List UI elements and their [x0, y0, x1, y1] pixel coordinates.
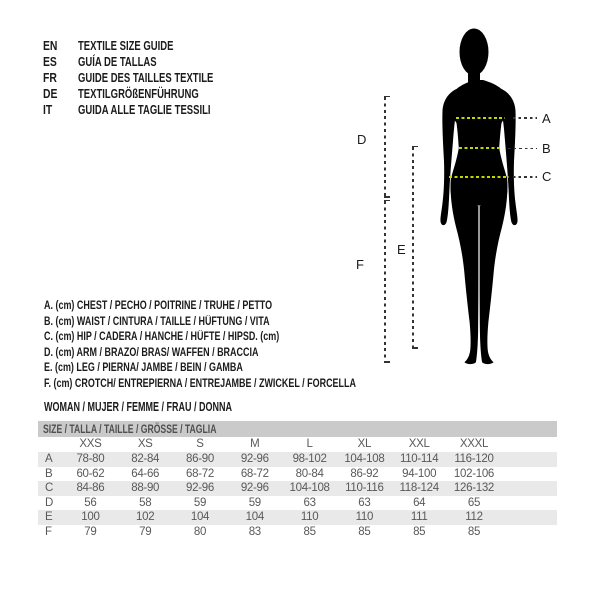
language-line: [43, 86, 363, 102]
table-cell: 92-96: [186, 482, 214, 495]
woman-silhouette-image: [435, 26, 530, 365]
table-cell: 82-84: [131, 453, 160, 465]
table-cell: 65: [467, 496, 481, 509]
table-cell: 85: [413, 525, 426, 538]
table-cell: 110: [300, 511, 319, 524]
language-code: IT: [43, 102, 53, 117]
table-cell: 86-90: [186, 453, 214, 465]
marker-label-e: E: [397, 242, 406, 257]
table-row: [38, 510, 557, 525]
size-column-header: XL: [357, 438, 372, 450]
table-cell: 68-72: [186, 467, 214, 480]
marker-label-c: C: [542, 169, 552, 184]
size-column-header: L: [306, 438, 313, 450]
table-cell: 68-72: [240, 467, 269, 480]
chest-measure-line: [456, 117, 505, 119]
table-row: [38, 481, 557, 496]
table-cell: 110-116: [345, 482, 384, 495]
language-title-list: [43, 38, 363, 118]
table-cell: 92-96: [240, 482, 269, 495]
table-cell: 85: [358, 525, 371, 538]
table-cell: 100: [81, 511, 100, 524]
table-cell: 88-90: [131, 482, 160, 495]
row-label: E: [45, 511, 53, 524]
size-table-body: [38, 452, 557, 540]
table-cell: 78-80: [76, 453, 105, 465]
table-cell: 56: [84, 496, 97, 509]
leg-length-line: [412, 147, 414, 347]
language-code: DE: [43, 86, 58, 101]
table-cell: 104-108: [289, 482, 330, 495]
table-cell: 85: [467, 525, 481, 538]
row-label: D: [45, 496, 54, 509]
size-column-header: XXL: [408, 438, 430, 450]
table-row: [38, 496, 557, 511]
table-cell: 110-114: [399, 453, 439, 465]
marker-label-a: A: [542, 111, 551, 126]
table-cell: 83: [248, 525, 261, 538]
marker-label-f: F: [356, 257, 364, 272]
size-column-header: S: [196, 438, 204, 450]
language-title: GUIDA ALLE TAGLIE TESSILI: [78, 102, 211, 117]
arm-length-line: [384, 97, 386, 196]
hip-leader-line: [513, 176, 537, 178]
size-column-header: M: [250, 438, 260, 450]
table-cell: 64: [413, 496, 426, 509]
size-table: [38, 421, 557, 540]
table-cell: 104: [190, 511, 210, 524]
language-line: [43, 102, 363, 118]
table-cell: 59: [248, 496, 261, 509]
language-line: [43, 70, 363, 86]
size-table-title-bar: SIZE / TALLA / TAILLE / GRÖSSE / TAGLIA: [38, 421, 557, 437]
language-title: TEXTILGRÖßENFÜHRUNG: [78, 86, 199, 101]
language-title: GUÍA DE TALLAS: [78, 54, 157, 69]
waist-measure-line: [459, 147, 501, 149]
table-row: [38, 467, 557, 482]
table-cell: 102: [136, 511, 155, 524]
row-label: C: [45, 482, 54, 495]
size-column-header: XXXL: [459, 438, 489, 450]
marker-label-d: D: [357, 132, 367, 147]
row-label: B: [45, 467, 53, 480]
measurement-legend: [44, 299, 404, 392]
language-code: ES: [43, 54, 57, 69]
table-cell: 116-120: [454, 453, 494, 465]
size-column-header-row: [38, 437, 557, 452]
table-cell: 63: [358, 496, 371, 509]
waist-leader-line: [508, 148, 537, 150]
hip-measure-line: [449, 176, 509, 178]
table-cell: 104-108: [344, 453, 385, 465]
table-cell: 58: [139, 496, 152, 509]
size-column-header: XS: [137, 438, 153, 450]
table-cell: 80-84: [295, 467, 324, 480]
table-cell: 111: [410, 511, 428, 524]
table-cell: 79: [84, 525, 97, 538]
table-cell: 110: [355, 511, 374, 524]
table-cell: 118-124: [399, 482, 439, 495]
legend-line: E. (cm) LEG / PIERNA/ JAMBE / BEIN / GAMBA: [44, 362, 243, 374]
legend-line: B. (cm) WAIST / CINTURA / TAILLE / HÜFTUNG / VITA: [44, 315, 270, 328]
legend-line: C. (cm) HIP / CADERA / HANCHE / HÜFTE / HIPSD. (cm): [44, 331, 280, 343]
table-cell: 126-132: [453, 482, 495, 495]
table-cell: 98-102: [292, 453, 327, 465]
legend-line: F. (cm) CROTCH/ ENTREPIERNA / ENTREJAMBE / ZWICKEL / FORCELLA: [44, 377, 356, 390]
size-column-header: XXS: [79, 438, 102, 450]
table-cell: 79: [139, 525, 152, 538]
table-cell: 85: [303, 525, 316, 538]
legend-line: D. (cm) ARM / BRAZO/ BRAS/ WAFFEN / BRACCIA: [44, 346, 259, 359]
chest-leader-line: [513, 117, 537, 119]
language-title: GUIDE DES TAILLES TEXTILE: [78, 70, 214, 85]
row-label: A: [45, 453, 53, 465]
table-cell: 60-62: [76, 467, 105, 480]
language-code: FR: [43, 70, 57, 85]
table-cell: 104: [245, 511, 264, 524]
table-cell: 86-92: [350, 467, 379, 480]
table-cell: 59: [193, 496, 207, 509]
language-line: [43, 54, 363, 70]
table-cell: 64-66: [131, 467, 160, 480]
table-cell: 84-86: [76, 482, 105, 495]
legend-line: A. (cm) CHEST / PECHO / POITRINE / TRUHE / PETTO: [44, 300, 273, 312]
table-cell: 94-100: [402, 467, 437, 480]
language-line: [43, 38, 363, 54]
table-cell: 102-106: [453, 467, 495, 480]
table-cell: 63: [303, 496, 316, 509]
language-code: EN: [43, 38, 58, 53]
table-cell: 80: [193, 525, 207, 538]
marker-label-b: B: [542, 141, 551, 156]
table-cell: 112: [465, 511, 483, 524]
row-label: F: [45, 525, 52, 538]
table-cell: 92-96: [240, 453, 269, 465]
table-row: [38, 525, 557, 540]
language-title: TEXTILE SIZE GUIDE: [78, 38, 174, 53]
category-heading: WOMAN / MUJER / FEMME / FRAU / DONNA: [44, 400, 232, 414]
table-row: [38, 452, 557, 467]
